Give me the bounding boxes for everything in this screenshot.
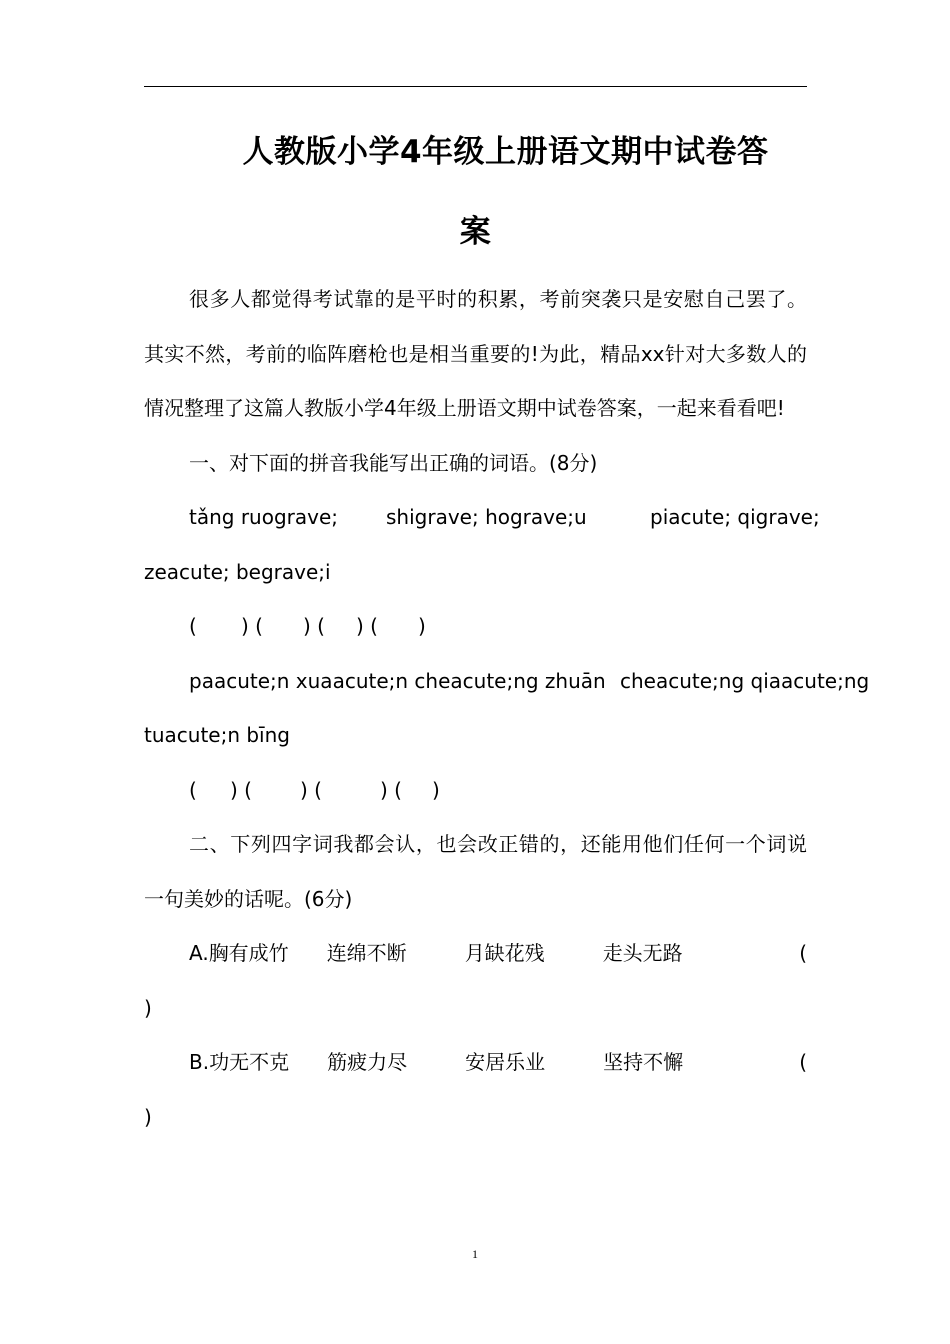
idiom-word: 胸有成竹 [208,941,289,965]
pinyin-item: tǎng ruograve; [189,505,339,529]
question-2-heading: 二、下列四字词我都会认，也会改正错的，还能用他们任何一个词说一句美妙的话呢。(6分) [144,832,807,911]
question-1-heading: 一、对下面的拼音我能写出正确的词语。(8分) [189,450,598,475]
idiom-word: 连绵不断 [326,941,407,965]
document-title [144,112,807,272]
idiom-word: 安居乐业 [465,1050,546,1074]
pinyin-item: paacute;n xuaacute;n cheacute;ng zhuān [189,668,606,693]
page-number: 1 [472,1247,478,1261]
answer-close-paren: ) [144,995,152,1020]
blank-paren: ) ( [241,614,263,638]
pinyin-row-1 [144,490,820,545]
answer-blanks-row-2 [144,763,807,818]
idiom-word: 功无不克 [209,1050,290,1074]
blank-paren: ) ( [230,777,252,802]
title-line-2: 案 [459,214,492,250]
idiom-word: 走头无路 [602,941,683,965]
pinyin-row-2-continued: tuacute;n bīng [144,723,290,747]
option-label: A. [189,941,209,965]
pinyin-row-2 [144,654,870,709]
blank-paren: ) ( [300,777,322,802]
answer-open-paren: ( [799,941,807,965]
pinyin-row-1-continued: zeacute; begrave;i [144,559,331,584]
blank-paren: ) [418,614,426,638]
blank-paren: ( [189,614,197,638]
pinyin-item: shigrave; hograve;u [386,505,587,529]
header-rule [144,86,807,87]
blank-paren: ( [189,777,197,802]
answer-blanks-row-1 [144,599,807,654]
document-body [144,112,870,1144]
blank-paren: ) ( [303,614,325,638]
blank-paren: ) [432,777,440,802]
blank-paren: ) ( [380,777,402,802]
intro-paragraph: 很多人都觉得考试靠的是平时的积累，考前突袭只是安慰自己罢了。其实不然，考前的临阵磨枪也是相当重要的!为此，精品xx针对大多数人的情况整理了这篇人教版小学4年级上册语文期中试卷答案，一起来看看吧! [144,287,807,420]
idiom-row-b [144,1035,807,1090]
answer-close-paren: ) [144,1104,152,1129]
idiom-word: 坚持不懈 [603,1050,684,1074]
answer-open-paren: ( [799,1050,807,1074]
blank-paren: ) ( [356,614,378,638]
pinyin-item: piacute; qigrave; [650,505,820,529]
option-label: B. [189,1050,210,1074]
pinyin-item: cheacute;ng qiaacute;ng [620,668,870,693]
idiom-row-a [144,926,807,981]
title-line-1: 人教版小学4年级上册语文期中试卷答 [242,134,769,170]
idiom-word: 筋疲力尽 [327,1050,408,1074]
idiom-word: 月缺花残 [464,941,545,965]
